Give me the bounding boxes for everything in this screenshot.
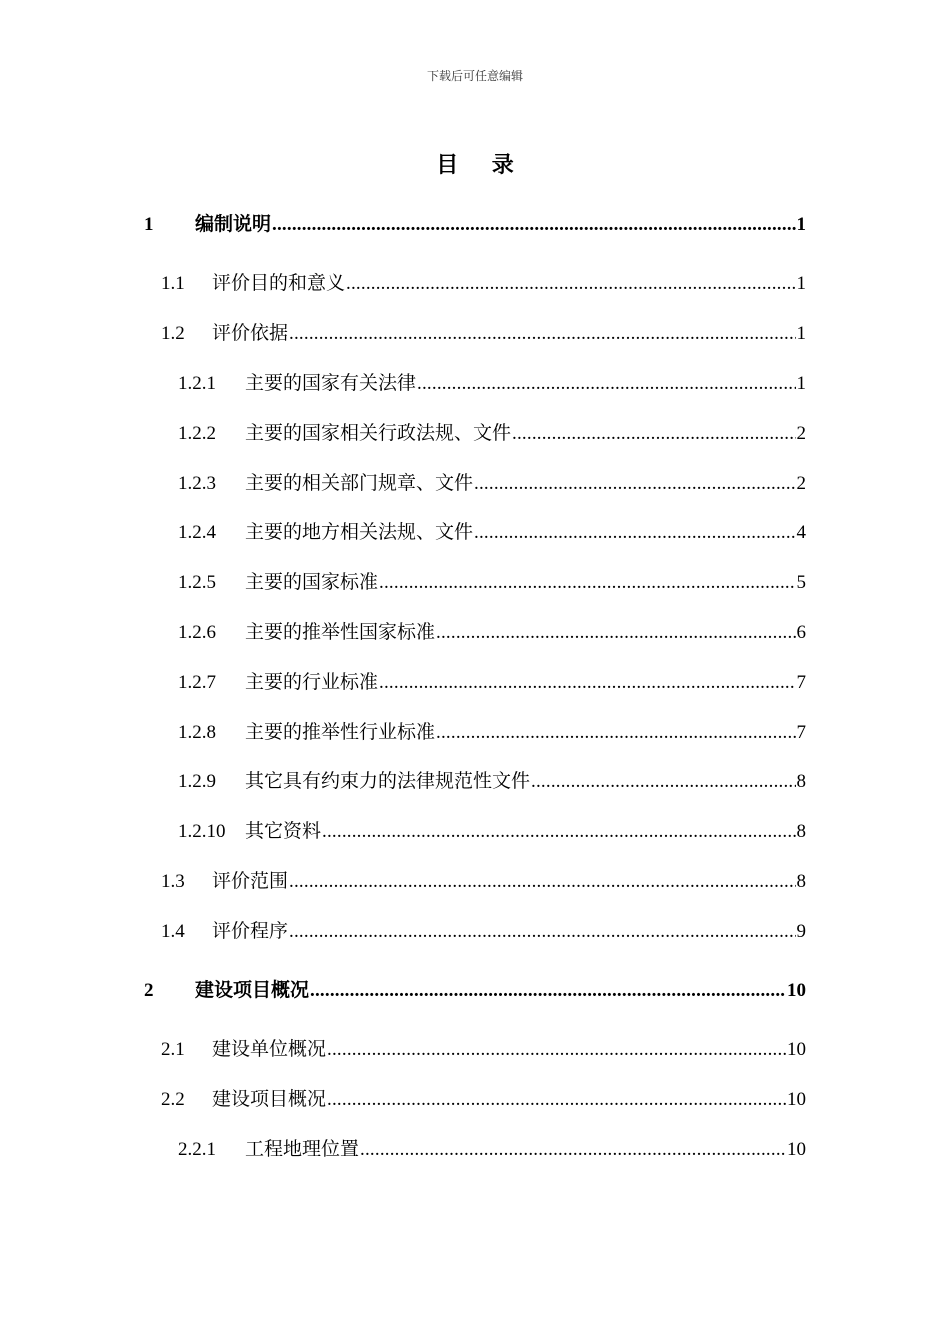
toc-entry-label: 主要的行业标准 xyxy=(245,672,379,693)
toc-entry-label: 评价依据 xyxy=(212,323,289,344)
toc-entry-label: 建设单位概况 xyxy=(212,1039,327,1060)
toc-dot-leader xyxy=(512,421,795,447)
toc-entry-page: 9 xyxy=(796,921,806,942)
toc-dot-leader xyxy=(327,1037,786,1063)
toc-entry[interactable] xyxy=(161,1037,806,1063)
toc-entry[interactable] xyxy=(178,570,806,596)
toc-entry-label: 主要的地方相关法规、文件 xyxy=(245,522,474,543)
toc-entry[interactable] xyxy=(161,1087,806,1113)
toc-entry-page: 7 xyxy=(796,672,806,693)
toc-entry-label: 主要的国家标准 xyxy=(245,572,379,593)
toc-entry[interactable] xyxy=(178,769,806,795)
toc-entry-page: 1 xyxy=(796,323,806,344)
toc-entry-page: 1 xyxy=(796,273,806,294)
toc-entry-label: 评价范围 xyxy=(212,871,289,892)
toc-dot-leader xyxy=(417,371,795,397)
toc-entry[interactable] xyxy=(161,321,806,347)
toc-entry-number: 1 xyxy=(144,214,154,235)
toc-dot-leader xyxy=(379,670,795,696)
toc-entry-page: 10 xyxy=(787,980,806,1001)
toc-entry[interactable] xyxy=(178,371,806,397)
toc-dot-leader xyxy=(289,919,795,945)
toc-entry-page: 2 xyxy=(796,473,806,494)
toc-entry-number: 1.2.4 xyxy=(178,522,216,543)
toc-dot-leader xyxy=(474,471,795,497)
toc-entry-page: 6 xyxy=(796,622,806,643)
toc-dot-leader xyxy=(360,1137,786,1163)
toc-dot-leader xyxy=(310,978,786,1004)
toc-entry-number: 1.2.2 xyxy=(178,423,216,444)
toc-entry[interactable] xyxy=(144,212,806,238)
toc-entry-label: 主要的相关部门规章、文件 xyxy=(245,473,474,494)
toc-entry[interactable] xyxy=(178,421,806,447)
toc-entry-label: 建设项目概况 xyxy=(212,1089,327,1110)
toc-entry[interactable] xyxy=(178,620,806,646)
toc-dot-leader xyxy=(289,321,795,347)
toc-entry-number: 1.2.8 xyxy=(178,722,216,743)
toc-entry-number: 2 xyxy=(144,980,154,1001)
toc-entry-number: 1.2.5 xyxy=(178,572,216,593)
toc-dot-leader xyxy=(436,720,795,746)
toc-entry[interactable] xyxy=(178,819,806,845)
toc-entry-label: 主要的推举性国家标准 xyxy=(245,622,436,643)
toc-entry-page: 1 xyxy=(796,373,806,394)
toc-entry[interactable] xyxy=(178,720,806,746)
toc-entry-label: 工程地理位置 xyxy=(245,1139,360,1160)
toc-entry-page: 8 xyxy=(796,821,806,842)
toc-dot-leader xyxy=(531,769,795,795)
toc-entry-label: 主要的推举性行业标准 xyxy=(245,722,436,743)
toc-entry-number: 2.1 xyxy=(161,1039,185,1060)
toc-dot-leader xyxy=(322,819,795,845)
toc-entry-number: 1.3 xyxy=(161,871,185,892)
toc-entry-number: 1.1 xyxy=(161,273,185,294)
toc-dot-leader xyxy=(327,1087,786,1113)
toc-title: 目 录 xyxy=(436,152,528,177)
toc-entry-page: 8 xyxy=(796,871,806,892)
toc-entry-label: 编制说明 xyxy=(195,214,272,235)
toc-entry-label: 建设项目概况 xyxy=(195,980,310,1001)
toc-entry-page: 10 xyxy=(787,1039,806,1060)
toc-entry-label: 主要的国家相关行政法规、文件 xyxy=(245,423,512,444)
toc-entry-label: 其它具有约束力的法律规范性文件 xyxy=(245,771,531,792)
toc-entry[interactable] xyxy=(178,670,806,696)
toc-entry-label: 评价目的和意义 xyxy=(212,273,346,294)
toc-dot-leader xyxy=(436,620,795,646)
toc-entry[interactable] xyxy=(178,1137,806,1163)
toc-entry-page: 7 xyxy=(796,722,806,743)
toc-entry[interactable] xyxy=(178,520,806,546)
toc-entry-number: 1.2.6 xyxy=(178,622,216,643)
toc-entry-label: 评价程序 xyxy=(212,921,289,942)
toc-entry[interactable] xyxy=(161,919,806,945)
toc-dot-leader xyxy=(272,212,795,238)
toc-entry[interactable] xyxy=(144,978,806,1004)
toc-dot-leader xyxy=(474,520,795,546)
toc-entry-page: 8 xyxy=(796,771,806,792)
toc-entry-number: 2.2.1 xyxy=(178,1139,216,1160)
toc-entry-page: 4 xyxy=(796,522,806,543)
toc-entry-label: 主要的国家有关法律 xyxy=(245,373,417,394)
toc-dot-leader xyxy=(379,570,795,596)
toc-entry-page: 10 xyxy=(787,1139,806,1160)
toc-entry-number: 1.2.10 xyxy=(178,821,226,842)
toc-entry-page: 10 xyxy=(787,1089,806,1110)
toc-entry-page: 2 xyxy=(796,423,806,444)
toc-entry-number: 1.2.7 xyxy=(178,672,216,693)
toc-entry-number: 1.2.3 xyxy=(178,473,216,494)
toc-entry-label: 其它资料 xyxy=(245,821,322,842)
toc-entry-page: 1 xyxy=(796,214,806,235)
toc-entry-number: 1.2 xyxy=(161,323,185,344)
toc-entry-number: 2.2 xyxy=(161,1089,185,1110)
toc-entry[interactable] xyxy=(178,471,806,497)
toc-entry-number: 1.2.1 xyxy=(178,373,216,394)
page-header-note: 下载后可任意编辑 xyxy=(426,69,523,83)
toc-entry[interactable] xyxy=(161,271,806,297)
toc-entry[interactable] xyxy=(161,869,806,895)
toc-entry-number: 1.2.9 xyxy=(178,771,216,792)
toc-dot-leader xyxy=(346,271,795,297)
toc-entry-number: 1.4 xyxy=(161,921,185,942)
toc-entry-page: 5 xyxy=(796,572,806,593)
toc-dot-leader xyxy=(289,869,795,895)
